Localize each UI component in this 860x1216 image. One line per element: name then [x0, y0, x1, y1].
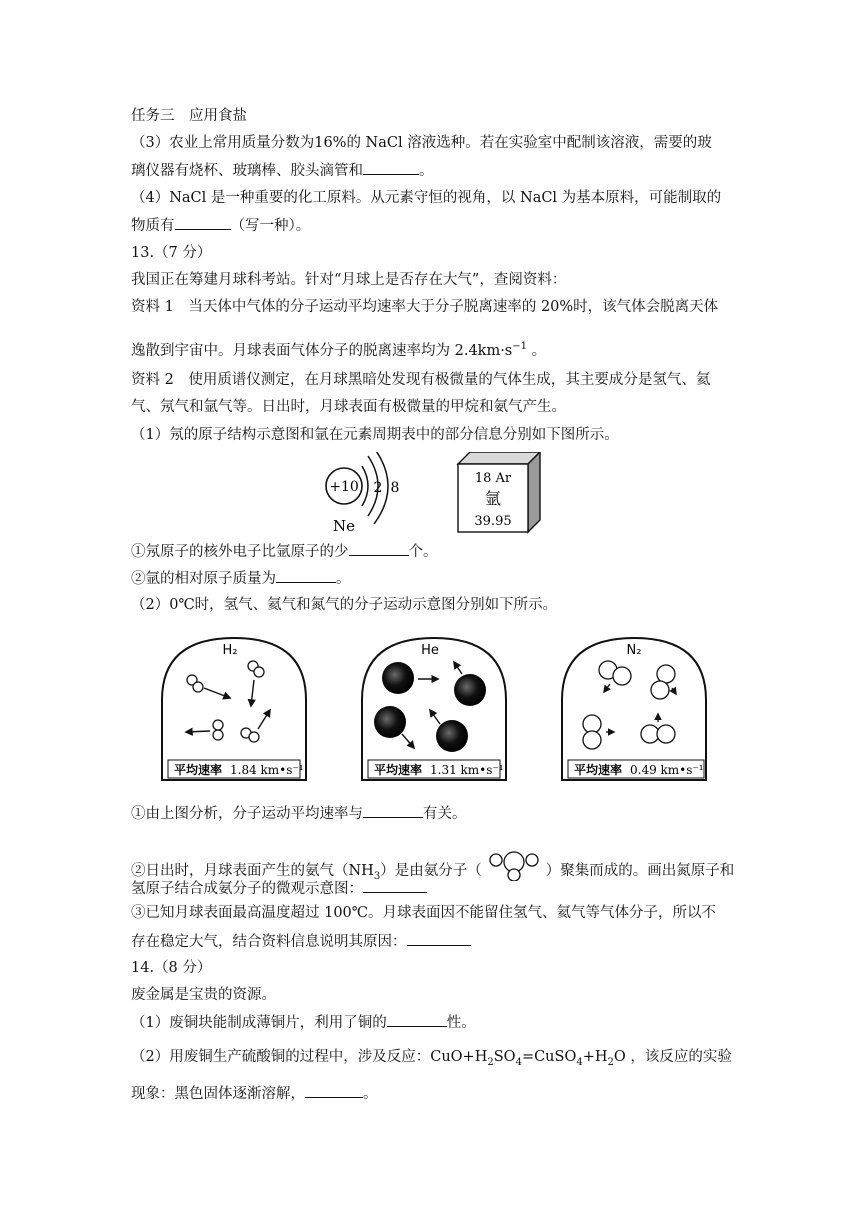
q12-3-line1: （3）农业上常用质量分数为16%的 NaCl 溶液选种。若在实验室中配制该溶液，需要的玻: [131, 135, 712, 151]
panel-helium: [362, 638, 506, 780]
neon-shell-1-count: 2: [373, 480, 383, 496]
task3-title: 任务三 应用食盐: [131, 108, 247, 124]
q13-2-2-line1: ②日出时，月球表面产生的氨气$(NH_3)$是由氨分子（ ）聚集而成的。画出氮原子和: [131, 851, 734, 887]
panel-hydrogen: [162, 638, 306, 780]
q14-2-line1: （2）用废铜生产硫酸铜的过程中，涉及反应：$CuO+H_2SO_4=CuSO_4+H_2O$ ，该反应的实验: [131, 1049, 732, 1068]
tile-top-face: [458, 452, 540, 464]
tile-side-face: [528, 452, 540, 532]
material2-line2: 气、氖气和氩气等。日出时，月球表面有极微量的甲烷和氨气产生。: [131, 399, 566, 415]
ammonia-molecule-icon: [482, 851, 546, 881]
panel-nitrogen: [562, 638, 706, 780]
argon-mass: 39.95: [474, 514, 512, 529]
q13-intro: 我国正在筹建月球科考站。针对“月球上是否存在大气”，查阅资料：: [131, 272, 567, 288]
q12-4-line2: 物质有 （写一种）。: [131, 215, 310, 236]
q14-2-line2: 现象：黑色固体逐渐溶解， 。: [131, 1083, 378, 1104]
neon-shell-2-count: 8: [390, 480, 400, 496]
q14-1: （1）废铜块能制成薄铜片，利用了铜的 性。: [131, 1012, 476, 1033]
panel-nitrogen-caption-label: 平均速率: [574, 763, 623, 777]
q13-2-3-line1: ③已知月球表面最高温度超过 100℃。月球表面因不能留住氢气、氦气等气体分子，所以不: [131, 905, 717, 921]
argon-element-tile: [458, 452, 540, 532]
answer-blank[interactable]: [349, 541, 409, 556]
material2-line1: 资料 2 使用质谱仪测定，在月球黑暗处发现有极微量的气体生成，其主要成分是氢气、氦: [131, 372, 711, 388]
panel-helium-speed: 1.31 km•s⁻¹: [430, 763, 504, 777]
q13-1-2: ②氩的相对原子质量为 。: [131, 568, 351, 589]
answer-blank[interactable]: [175, 215, 231, 230]
neon-nucleus-charge: +10: [329, 479, 359, 495]
material1-line2: 逸散到宇宙中。月球表面气体分子的脱离速率均为 $2.4km\cdot s^{-1}$ 。: [131, 341, 547, 359]
q13-2-2-line2: 氢原子结合成氨分子的微观示意图：: [131, 878, 427, 899]
answer-blank[interactable]: [276, 568, 336, 583]
panel-nitrogen-speed: 0.49 km•s⁻¹: [630, 763, 704, 777]
answer-blank[interactable]: [363, 878, 427, 893]
q13-1-prompt: （1）氖的原子结构示意图和氩在元素周期表中的部分信息分别如下图所示。: [131, 427, 619, 443]
argon-name: 氩: [484, 489, 502, 508]
q14-intro: 废金属是宝贵的资源。: [131, 987, 276, 1003]
q13-heading: 13.（7 分）: [131, 245, 212, 261]
q12-4-line1: （4）NaCl 是一种重要的化工原料。从元素守恒的视角，以 NaCl 为基本原料，可能制取的: [131, 190, 722, 206]
q13-2-1: ①由上图分析，分子运动平均速率与 有关。: [131, 803, 467, 824]
answer-blank[interactable]: [363, 803, 423, 818]
answer-blank[interactable]: [305, 1083, 363, 1098]
neon-argon-figure: [310, 452, 560, 538]
panel-nitrogen-label: N₂: [626, 643, 642, 658]
q14-heading: 14.（8 分）: [131, 960, 212, 976]
material1-line1: 资料 1 当天体中气体的分子运动平均速率大于分子脱离速率的 20%时，该气体会脱离天体: [131, 299, 719, 315]
q12-3-line2: 璃仪器有烧杯、玻璃棒、胶头滴管和 。: [131, 160, 434, 181]
panel-helium-caption-label: 平均速率: [374, 763, 423, 777]
q13-1-1: ①氖原子的核外电子比氩原子的少 个。: [131, 541, 438, 562]
panel-hydrogen-label: H₂: [222, 643, 238, 658]
panel-helium-label: He: [421, 643, 439, 658]
answer-blank[interactable]: [407, 931, 471, 946]
neon-shell-arc-1: [362, 466, 368, 506]
molecule-motion-figure: [158, 634, 718, 784]
chemical-equation: $CuO+H_2SO_4=CuSO_4+H_2O$: [430, 1049, 626, 1068]
q13-2-prompt: （2）0℃时，氢气、氦气和氮气的分子运动示意图分别如下所示。: [131, 597, 558, 613]
neon-symbol: Ne: [332, 517, 356, 535]
q13-2-3-line2: 存在稳定大气，结合资料信息说明其原因：: [131, 931, 471, 952]
neon-atom-diagram: [326, 452, 399, 535]
panel-hydrogen-speed: 1.84 km•s⁻¹: [230, 763, 304, 777]
answer-blank[interactable]: [363, 160, 419, 175]
panel-hydrogen-caption-label: 平均速率: [174, 763, 223, 777]
argon-number-symbol: 18 Ar: [474, 471, 512, 486]
answer-blank[interactable]: [387, 1012, 447, 1027]
